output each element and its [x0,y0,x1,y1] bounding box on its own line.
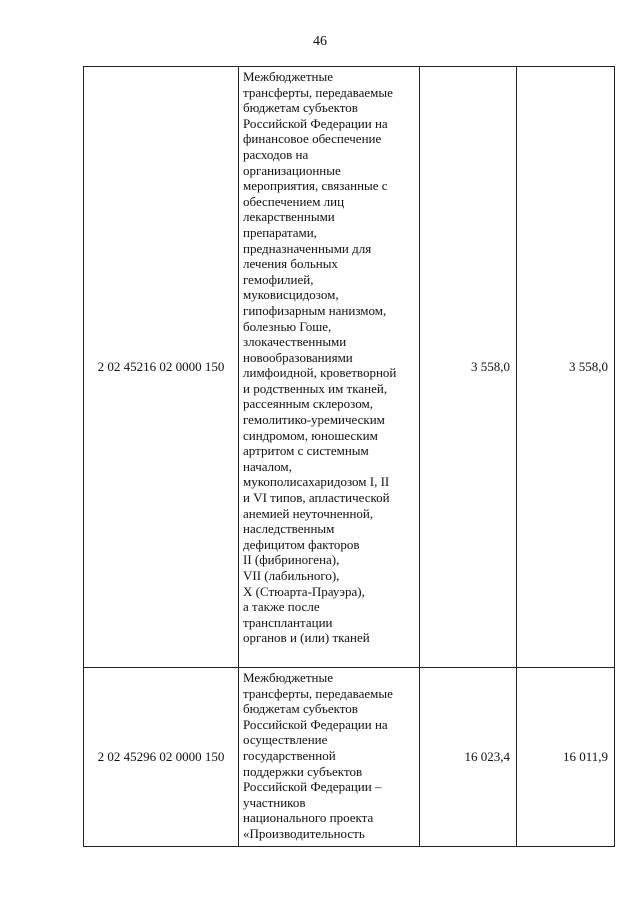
value-2-cell [517,668,615,847]
value-2-cell [517,67,615,668]
description-cell [239,668,420,847]
amount-value-1: 16 023,4 [464,749,510,764]
description-cell [239,67,420,668]
page-number: 46 [313,34,327,49]
budget-code: 2 02 45296 02 0000 150 [97,749,225,764]
value-1-cell [420,668,517,847]
row-description: Межбюджетные трансферты, передаваемые бюджетам субъектов Российской Федерации на финансовое обеспечение расходов на организационные мероприятия, связанные с обеспечением лиц лекарственными препаратами, предназначенными для лечения больных гемофилией, муковисцидозом, гипофизарным нанизмом, болезнью Гоше, злокачественными новообразованиями лимфоидной, кроветворной и родственных им тканей, рассеянным склерозом, гемолитико-уремическим синдромом, юношеским артритом с системным началом, мукополисахаридозом I, II и VI типов, апластической анемией неуточненной, наследственным дефицитом факторов II (фибриногена), VII (лабильного), X (Стюарта-Прауэра), а также после трансплантации органов и (или) тканей [243,69,397,646]
budget-code-cell [84,668,239,847]
amount-value-2: 3 558,0 [569,359,608,374]
amount-value-2: 16 011,9 [562,749,608,764]
value-1-cell [420,67,517,668]
row-description: Межбюджетные трансферты, передаваемые бюджетам субъектов Российской Федерации на осуществление государственной поддержки субъектов Российской Федерации – участников национального проекта «Производительность [243,670,393,841]
table-row [84,67,615,668]
amount-value-1: 3 558,0 [471,359,510,374]
budget-code: 2 02 45216 02 0000 150 [97,359,225,374]
budget-table [83,66,615,847]
budget-code-cell [84,67,239,668]
table-row [84,668,615,847]
